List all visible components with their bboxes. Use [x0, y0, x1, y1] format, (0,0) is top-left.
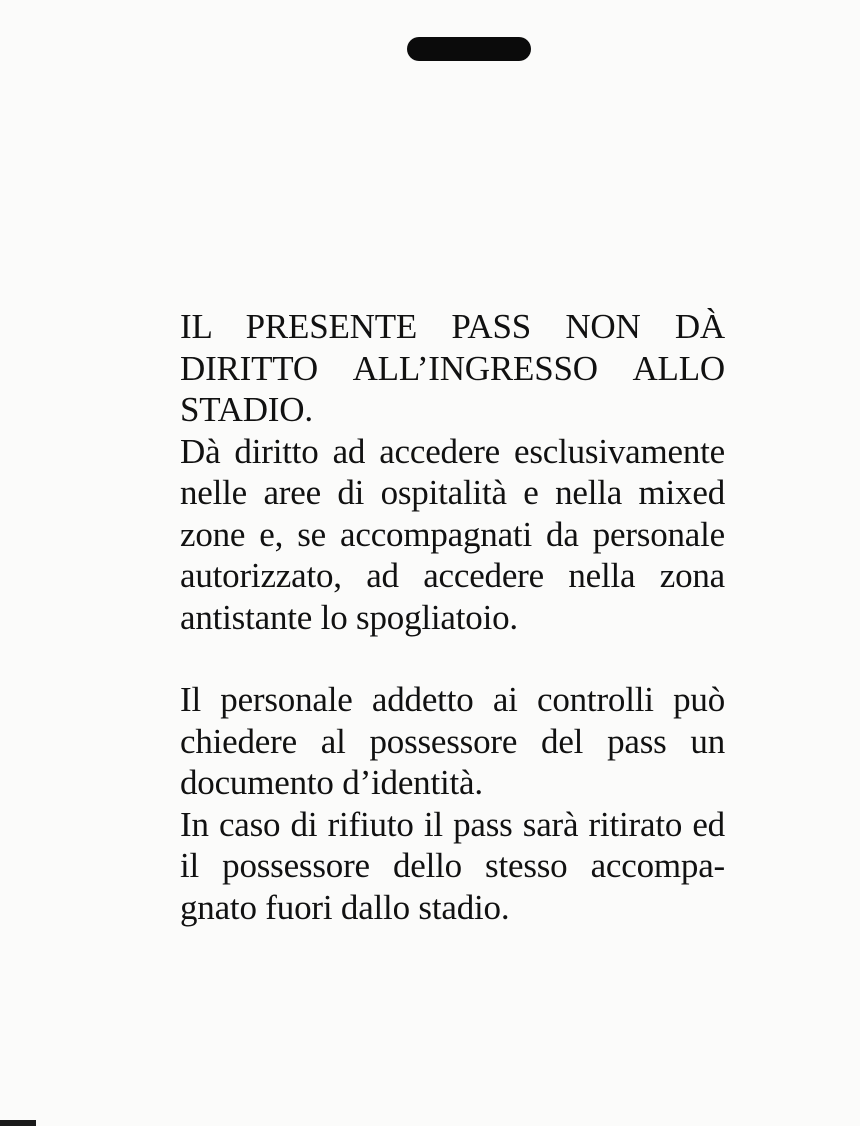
heading-line: DIRITTO ALL’INGRESSO ALLO — [180, 348, 725, 388]
heading-line: IL PRESENTE PASS NON DÀ — [180, 307, 725, 346]
scan-edge-mark — [0, 1120, 36, 1126]
access-paragraph — [180, 431, 725, 639]
heading-line: STADIO. — [180, 390, 313, 429]
paragraph-line: il possessore dello stesso accompa- — [180, 846, 725, 885]
paragraph-line: chiedere al possessore del pass un — [180, 721, 725, 761]
paragraph-line: Il personale addetto ai controlli può — [180, 680, 725, 719]
pass-terms-text — [180, 306, 725, 928]
pass-heading — [180, 306, 725, 431]
paragraph-spacer — [180, 638, 725, 679]
paragraph-line: zone e, se accompagnati da personale — [180, 514, 725, 554]
paragraph-line: In caso di rifiuto il pass sarà ritirato ed — [180, 804, 725, 844]
paragraph-line: antistante lo spogliatoio. — [180, 597, 518, 637]
paragraph-line: gnato fuori dallo stadio. — [180, 887, 510, 927]
identity-check-paragraph — [180, 679, 725, 804]
paragraph-line: Dà diritto ad accedere esclusivamente — [180, 431, 725, 471]
paragraph-line: autorizzato, ad accedere nella zona — [180, 556, 725, 595]
refusal-paragraph — [180, 804, 725, 929]
paragraph-line: nelle aree di ospitalità e nella mixed — [180, 473, 725, 512]
paragraph-line: documento d’identità. — [180, 763, 483, 802]
lanyard-slot-hole — [407, 37, 531, 61]
